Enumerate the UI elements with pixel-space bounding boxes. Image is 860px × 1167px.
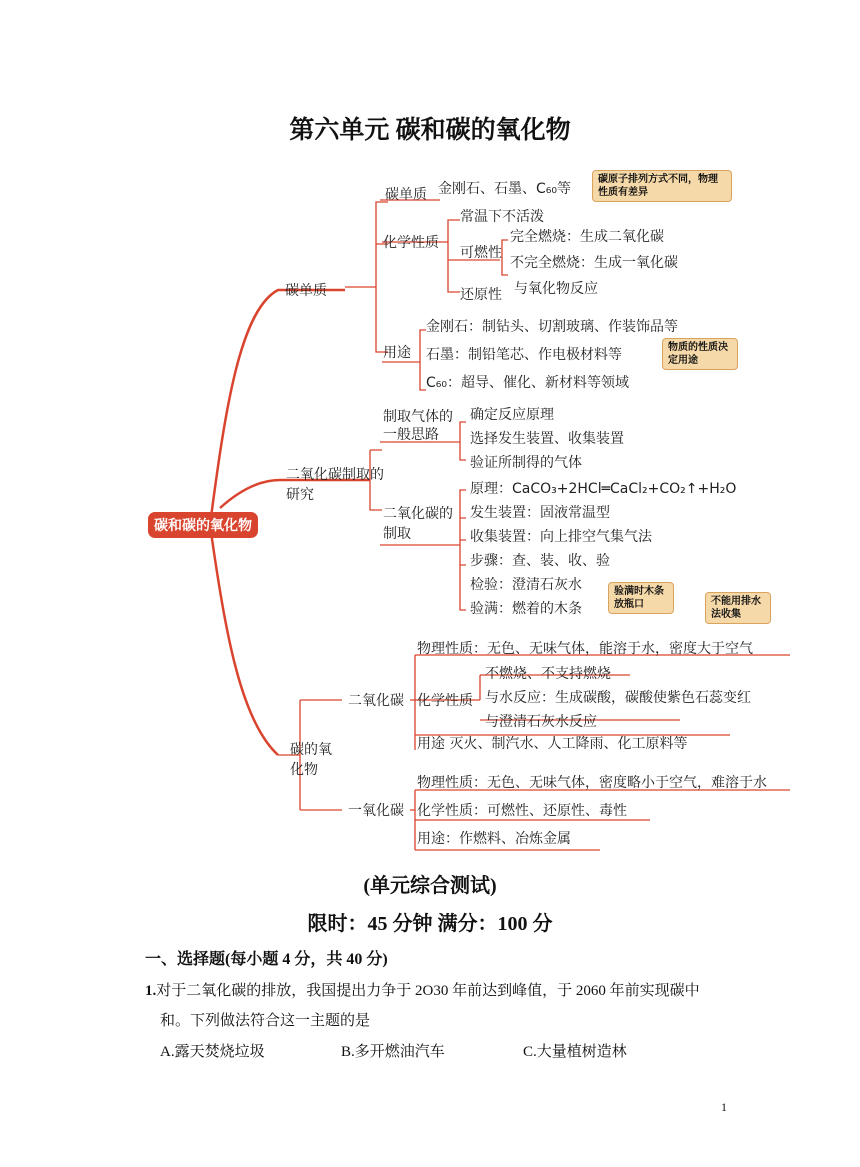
node-use: 用途 (383, 345, 411, 361)
node-lab-f: 验满：燃着的木条 (470, 601, 582, 617)
node-co2-prep: 二氧化碳制取的研究 (286, 467, 384, 503)
note-property-use: 物质的性质决定用途 (662, 338, 738, 370)
node-reduce: 还原性 (460, 287, 502, 303)
question-1 (145, 979, 700, 1000)
node-reduce-val: 与氧化物反应 (514, 281, 598, 297)
node-co2-chem-b: 与水反应：生成碳酸，碳酸使紫色石蕊变红 (485, 690, 751, 706)
option-a[interactable]: A.露天焚烧垃圾 (160, 1044, 265, 1060)
limits: 限时：45 分钟 满分：100 分 (307, 913, 553, 935)
question-text-line1: 对于二氧化碳的排放，我国提出力争于 2O30 年前达到峰值，于 2060 年前实现碳中 (156, 983, 700, 999)
node-co: 一氧化碳 (348, 803, 404, 819)
section-heading: 一、选择题(每小题 4 分，共 40 分) (145, 951, 388, 968)
node-burn-a: 完全燃烧：生成二氧化碳 (510, 229, 664, 245)
node-single: 碳单质 (385, 187, 427, 203)
node-co2-use: 用途 灭火、制汽水、人工降雨、化工原料等 (417, 736, 688, 752)
test-title: (单元综合测试) (363, 875, 497, 897)
node-chem-a: 常温下不活泼 (460, 209, 544, 225)
node-single-val: 金刚石、石墨、C₆₀等 (438, 181, 571, 197)
node-use-b: 石墨：制铅笔芯、作电极材料等 (426, 347, 622, 363)
node-lab: 二氧化碳的制取 (383, 506, 453, 542)
node-lab-b: 发生装置：固液常温型 (470, 505, 610, 521)
node-gen-b: 选择发生装置、收集装置 (470, 431, 624, 447)
node-co2-chem-c: 与澄清石灰水反应 (485, 714, 597, 730)
node-chem: 化学性质 (383, 235, 439, 251)
node-lab-c: 收集装置：向上排空气集气法 (470, 529, 652, 545)
page-title: 第六单元 碳和碳的氧化物 (289, 117, 571, 144)
node-lab-a: 原理：CaCO₃+2HCl═CaCl₂+CO₂↑+H₂O (470, 481, 737, 497)
note-arrangement: 碳原子排列方式不同，物理性质有差异 (592, 170, 732, 202)
node-carbon: 碳单质 (285, 283, 327, 299)
node-co-use: 用途：作燃料、冶炼金属 (417, 831, 571, 847)
node-lab-d: 步骤：查、装、收、验 (470, 553, 610, 569)
node-co2-phys: 物理性质：无色、无味气体，能溶于水，密度大于空气 (417, 641, 753, 657)
node-general: 制取气体的一般思路 (383, 409, 453, 443)
note-check-full: 验满时木条放瓶口 (608, 582, 674, 614)
node-use-a: 金刚石：制钻头、切割玻璃、作装饰品等 (426, 319, 678, 335)
node-co-chem: 化学性质：可燃性、还原性、毒性 (417, 803, 627, 819)
note-no-water: 不能用排水法收集 (705, 592, 771, 624)
option-b[interactable]: B.多开燃油汽车 (341, 1044, 445, 1060)
node-gen-c: 验证所制得的气体 (470, 455, 582, 471)
node-lab-e: 检验：澄清石灰水 (470, 577, 582, 593)
page-number: 1 (721, 1100, 727, 1114)
question-number: 1. (145, 983, 157, 999)
node-burn-b: 不完全燃烧：生成一氧化碳 (510, 255, 678, 271)
mind-map (130, 160, 810, 860)
node-gen-a: 确定反应原理 (470, 407, 554, 423)
node-use-c: C₆₀：超导、催化、新材料等领域 (426, 375, 629, 391)
branch-line-oxides (210, 525, 278, 755)
node-burn: 可燃性 (460, 245, 502, 261)
node-oxides: 碳的氧化物 (290, 742, 332, 778)
node-co2: 二氧化碳 (348, 693, 404, 709)
node-co-phys: 物理性质：无色、无味气体，密度略小于空气，难溶于水 (417, 775, 767, 791)
node-co2-chem-a: 不燃烧、不支持燃烧 (485, 666, 611, 682)
question-text-line2: 和。下列做法符合这一主题的是 (160, 1013, 371, 1029)
root-node: 碳和碳的氧化物 (148, 512, 258, 538)
node-co2-chem: 化学性质 (417, 693, 473, 709)
option-c[interactable]: C.大量植树造林 (523, 1044, 627, 1060)
